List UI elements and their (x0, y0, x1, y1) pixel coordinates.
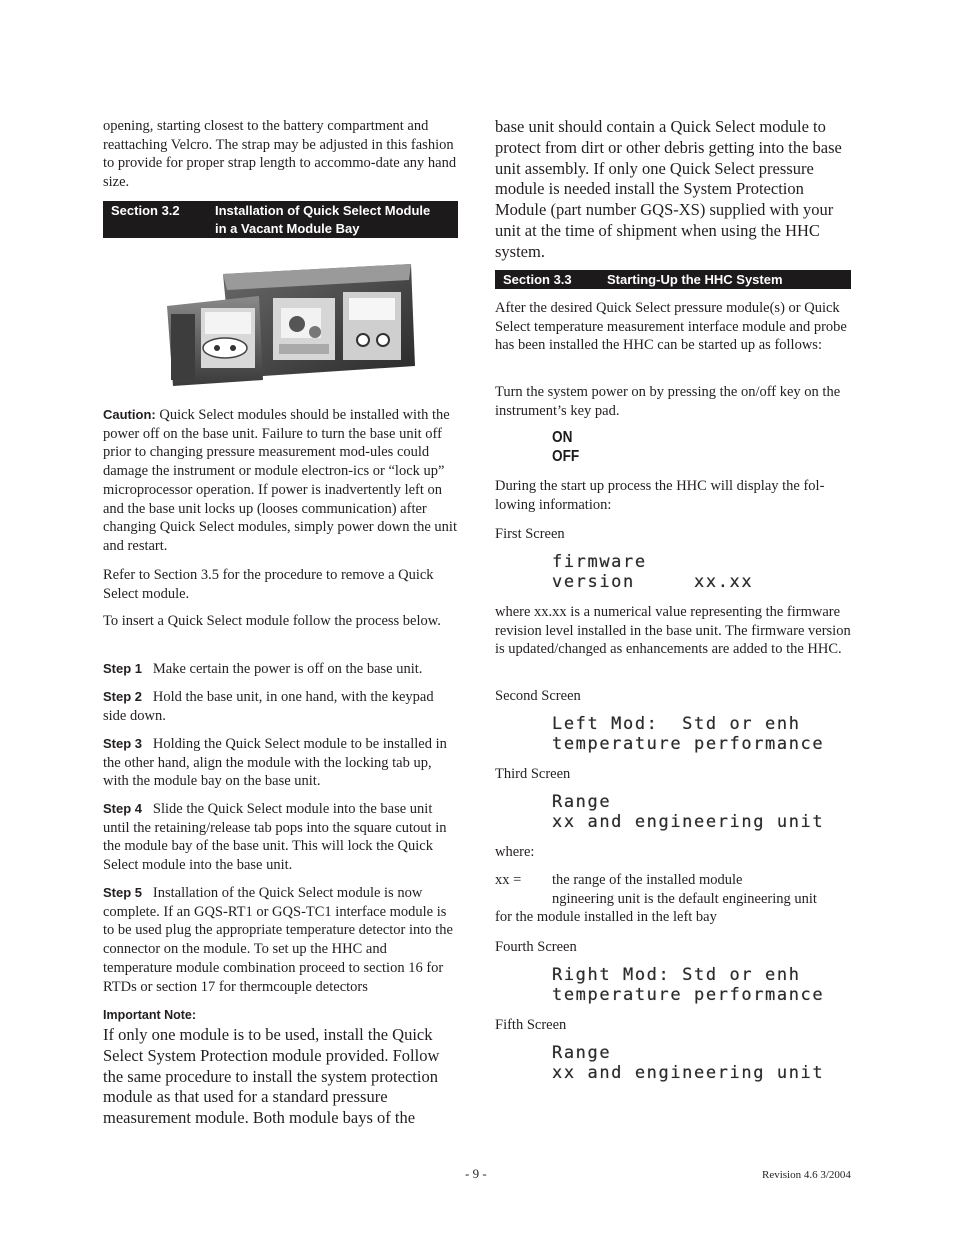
lcd-range2-line1: Range (552, 1043, 612, 1063)
important-label: Important Note: (103, 1008, 197, 1022)
page-number: - 9 - (465, 1166, 487, 1181)
caution-text: Quick Select modules should be installed with the power off on the base unit. Failure to turn the base unit off prior to changing pressure measurement mod-ules could damage the instrument or module electron-ics or “lock up” microprocessor operation. If power is inadvertently left on and the base unit locks up (looses communication) after changing Quick Select modules, simply power down the unit and restart. (103, 407, 457, 554)
section-title: Starting-Up the HHC System (607, 272, 783, 287)
step-5: Step 5 Installation of the Quick Select module is now complete. If an GQS-RT1 or GQS-TC1 interface module is to be used plug the appropriate temperature detector into the connector on the module. To set up the HHC and temperature module combination proceed to section 16 for RTDs or section 17 for thermcouple detectors (103, 885, 453, 995)
turn-on-paragraph: Turn the system power on by pressing the on/off key on the instrument’s key pad. (495, 384, 841, 419)
lcd-left-mod-line1: Left Mod: Std or enh (552, 714, 801, 734)
xx-definition-3: for the module installed in the left bay (495, 909, 717, 925)
step-3: Step 3 Holding the Quick Select module to be installed in the other hand, align the module with the locking tab up, with the module bay on the base unit. (103, 736, 447, 790)
revision-label: Revision 4.6 3/2004 (762, 1169, 851, 1181)
refer-paragraph: Refer to Section 3.5 for the procedure to remove a Quick Select module. (103, 567, 434, 602)
step-label: Step 4 (103, 801, 143, 816)
lcd-firmware-line1: firmware (552, 552, 647, 572)
xx-definition-1: the range of the installed module (552, 872, 743, 888)
important-text: If only one module is to be used, install the Quick Select System Protection module provided. Follow the same procedure to install the system protection module as that used for a standard pressure measurement module. Both module bays of the (103, 1025, 440, 1128)
xx-label: xx = (495, 872, 522, 888)
step-label: Step 1 (103, 661, 143, 676)
lcd-range-line2: xx and engineering unit (552, 812, 825, 832)
module-installation-photo (163, 262, 419, 388)
lcd-right-mod-line2: temperature performance (552, 985, 825, 1005)
lcd-right-mod-line1: Right Mod: Std or enh (552, 965, 801, 985)
where-label: where: (495, 844, 535, 860)
section-3-3-header (495, 270, 851, 289)
first-screen-label: First Screen (495, 526, 565, 542)
third-screen-label: Third Screen (495, 766, 571, 782)
fourth-screen-label: Fourth Screen (495, 939, 577, 955)
lcd-range-line1: Range (552, 792, 612, 812)
after-paragraph: After the desired Quick Select pressure module(s) or Quick Select temperature measurement interface module and probe has been installed the HHC can be started up as follows: (495, 300, 847, 354)
section-3-2-header (103, 201, 458, 238)
during-paragraph: During the start up process the HHC will display the fol-lowing information: (495, 478, 825, 513)
step-1: Step 1 Make certain the power is off on the base unit. (103, 661, 423, 677)
on-key-label: ON (552, 429, 573, 446)
section-number: Section 3.2 (111, 203, 180, 218)
lcd-firmware-line2: version xx.xx (552, 572, 754, 592)
section-title-line1: Installation of Quick Select Module (215, 203, 431, 218)
section-title-line2: in a Vacant Module Bay (215, 221, 360, 236)
step-2: Step 2 Hold the base unit, in one hand, with the keypad side down. (103, 689, 434, 724)
intro-paragraph: opening, starting closest to the battery compartment and reattaching Velcro. The strap may be adjusted in this fashion to provide for proper strap length to accommo-date any hand size. (103, 118, 457, 191)
step-label: Step 2 (103, 689, 143, 704)
caution-paragraph (103, 406, 459, 556)
xx-definition-2: ngineering unit is the default engineering unit (552, 891, 817, 907)
lcd-range2-line2: xx and engineering unit (552, 1063, 825, 1083)
continuation-paragraph: base unit should contain a Quick Select module to protect from dirt or other debris getting into the base unit assembly. If only one Quick Select pressure module is needed install the System Protection Module (part number GQS-XS) supplied with your unit at the time of shipment when using the HHC system. (495, 117, 842, 261)
fifth-screen-label: Fifth Screen (495, 1017, 567, 1033)
step-label: Step 5 (103, 885, 143, 900)
where-xx-paragraph: where xx.xx is a numerical value representing the firmware revision level installed in the base unit. The firmware version is updated/changed as enhancements are added to the HHC. (495, 604, 851, 658)
step-4: Step 4 Slide the Quick Select module into the base unit until the retaining/release tab pops into the square cutout in the module bay of the base unit. This will lock the Quick Select module into the base unit. (103, 801, 447, 874)
insert-paragraph: To insert a Quick Select module follow the process below. (103, 613, 441, 629)
lcd-left-mod-line2: temperature performance (552, 734, 825, 754)
caution-label: Caution: (103, 407, 156, 422)
step-label: Step 3 (103, 736, 143, 751)
second-screen-label: Second Screen (495, 688, 581, 704)
off-key-label: OFF (552, 448, 580, 465)
section-number: Section 3.3 (503, 272, 572, 287)
